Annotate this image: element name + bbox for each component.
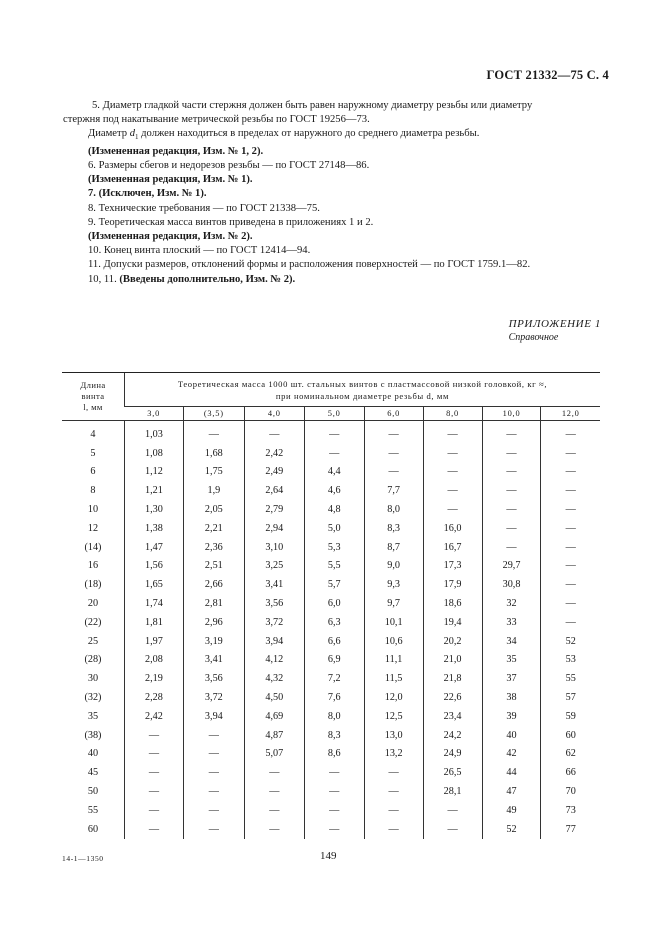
length-cell: 20 xyxy=(87,598,99,610)
mass-cell: — xyxy=(304,820,364,839)
mass-cell: — xyxy=(304,444,364,463)
mass-cell: 8,3 xyxy=(304,726,364,745)
mass-cell: 4,4 xyxy=(304,463,364,482)
mass-cell: 1,97 xyxy=(124,632,183,651)
mass-cell: 52 xyxy=(482,820,541,839)
paragraph-diameter xyxy=(88,127,604,144)
symbol-subscript: 1 xyxy=(135,133,139,142)
mass-cell: — xyxy=(364,444,423,463)
mass-cell: 53 xyxy=(541,651,600,670)
mass-cell: — xyxy=(183,763,244,782)
table-row xyxy=(62,726,600,745)
document-header: ГОСТ 21332—75 С. 4 xyxy=(486,68,609,82)
mass-cell: 1,68 xyxy=(183,444,244,463)
mass-cell: — xyxy=(423,500,482,519)
mass-cell: 3,10 xyxy=(244,538,304,557)
length-column-header xyxy=(62,373,124,421)
mass-cell: 1,08 xyxy=(124,444,183,463)
length-cell: 60 xyxy=(87,823,99,835)
mass-cell: 21,0 xyxy=(423,651,482,670)
mass-cell: 12,5 xyxy=(364,707,423,726)
mass-cell: — xyxy=(482,463,541,482)
mass-cell: 2,96 xyxy=(183,613,244,632)
mass-cell: 28,1 xyxy=(423,782,482,801)
text-fragment: 10, 11. xyxy=(88,273,120,285)
paragraph-7: 7. (Исключен, Изм. № 1). xyxy=(88,188,207,200)
table-row xyxy=(62,500,600,519)
length-cell: 50 xyxy=(87,786,99,798)
mass-cell: 8,6 xyxy=(304,745,364,764)
mass-cell: — xyxy=(541,594,600,613)
amendment-note: (Введены дополнительно, Изм. № 2). xyxy=(119,273,296,285)
mass-cell: 77 xyxy=(541,820,600,839)
paragraph-11: 11. Допуски размеров, отклонений формы и расположения поверхностей — по ГОСТ 1759.1—82. xyxy=(88,259,531,271)
mass-cell: 1,47 xyxy=(124,538,183,557)
mass-cell: 23,4 xyxy=(423,707,482,726)
mass-cell: 7,6 xyxy=(304,688,364,707)
text-fragment: Диаметр xyxy=(88,128,130,140)
table-row xyxy=(62,575,600,594)
mass-cell: 2,94 xyxy=(244,519,304,538)
mass-cell: 55 xyxy=(541,669,600,688)
print-code: 14-1—1350 xyxy=(62,854,104,863)
diameter-header: 3,0 xyxy=(124,407,183,421)
mass-cell: 1,38 xyxy=(124,519,183,538)
mass-cell: 5,7 xyxy=(304,575,364,594)
diameter-header-row xyxy=(62,407,600,421)
amendment-note: (Измененная редакция, Изм. № 1, 2). xyxy=(88,145,264,157)
mass-cell: 1,74 xyxy=(124,594,183,613)
mass-cell: 2,42 xyxy=(244,444,304,463)
mass-cell: 13,2 xyxy=(364,745,423,764)
mass-cell: — xyxy=(364,763,423,782)
mass-cell: 17,3 xyxy=(423,557,482,576)
mass-cell: — xyxy=(244,782,304,801)
table-row xyxy=(62,444,600,463)
length-cell: 5 xyxy=(90,447,96,459)
mass-cell: 52 xyxy=(541,632,600,651)
mass-cell: 2,51 xyxy=(183,557,244,576)
mass-cell: 4,69 xyxy=(244,707,304,726)
text-fragment: должен находиться в пределах от наружного до среднего диаметра резьбы. xyxy=(138,128,480,140)
mass-cell: 26,5 xyxy=(423,763,482,782)
length-cell: 6 xyxy=(90,466,96,478)
mass-cell: 5,07 xyxy=(244,745,304,764)
table-row xyxy=(62,763,600,782)
table-row xyxy=(62,688,600,707)
mass-cell: — xyxy=(541,613,600,632)
mass-cell: 59 xyxy=(541,707,600,726)
length-cell: 35 xyxy=(87,710,99,722)
mass-cell: 2,21 xyxy=(183,519,244,538)
mass-cell: — xyxy=(541,538,600,557)
mass-cell: — xyxy=(423,820,482,839)
mass-cell: 33 xyxy=(482,613,541,632)
header-line: l, мм xyxy=(83,402,103,412)
mass-cell: 8,7 xyxy=(364,538,423,557)
mass-cell: 24,2 xyxy=(423,726,482,745)
mass-cell: 5,3 xyxy=(304,538,364,557)
length-cell: 45 xyxy=(87,767,99,779)
length-cell: 16 xyxy=(87,560,99,572)
mass-cell: 4,8 xyxy=(304,500,364,519)
mass-cell: 2,28 xyxy=(124,688,183,707)
mass-cell: — xyxy=(541,463,600,482)
mass-cell: 1,30 xyxy=(124,500,183,519)
mass-cell: — xyxy=(423,481,482,500)
mass-cell: 21,8 xyxy=(423,669,482,688)
mass-cell: — xyxy=(541,519,600,538)
diameter-header: 12,0 xyxy=(541,407,600,421)
paragraph-6: 6. Размеры сбегов и недорезов резьбы — по ГОСТ 27148—86. xyxy=(88,159,370,171)
mass-cell: 7,2 xyxy=(304,669,364,688)
mass-cell: 1,81 xyxy=(124,613,183,632)
mass-cell: 1,65 xyxy=(124,575,183,594)
table-row xyxy=(62,613,600,632)
mass-column-header xyxy=(124,373,600,407)
mass-cell: 8,0 xyxy=(304,707,364,726)
mass-cell: 1,21 xyxy=(124,481,183,500)
paragraph-5-line1: 5. Диаметр гладкой части стержня должен быть равен наружному диаметру резьбы или диаметру xyxy=(92,100,533,111)
mass-cell: — xyxy=(183,745,244,764)
mass-cell: — xyxy=(244,763,304,782)
paragraph-10-11 xyxy=(88,273,604,287)
header-line: Теоретическая масса 1000 шт. стальных винтов с пластмассовой низкой головкой, кг ≈, xyxy=(177,378,548,389)
mass-cell: 38 xyxy=(482,688,541,707)
mass-cell: 29,7 xyxy=(482,557,541,576)
mass-cell: 3,19 xyxy=(183,632,244,651)
mass-cell: — xyxy=(183,782,244,801)
mass-cell: 19,4 xyxy=(423,613,482,632)
length-cell: (38) xyxy=(84,729,102,741)
mass-cell: — xyxy=(124,763,183,782)
table-row xyxy=(62,557,600,576)
mass-cell: 10,1 xyxy=(364,613,423,632)
table-row xyxy=(62,782,600,801)
mass-cell: 12,0 xyxy=(364,688,423,707)
mass-cell: 40 xyxy=(482,726,541,745)
mass-cell: 2,66 xyxy=(183,575,244,594)
mass-cell: 11,1 xyxy=(364,651,423,670)
mass-cell: 1,03 xyxy=(124,421,183,444)
mass-cell: 60 xyxy=(541,726,600,745)
mass-cell: 3,25 xyxy=(244,557,304,576)
mass-cell: 2,36 xyxy=(183,538,244,557)
mass-cell: — xyxy=(124,782,183,801)
mass-cell: 34 xyxy=(482,632,541,651)
mass-cell: — xyxy=(482,481,541,500)
mass-cell: 66 xyxy=(541,763,600,782)
mass-cell: 3,94 xyxy=(183,707,244,726)
mass-cell: 24,9 xyxy=(423,745,482,764)
mass-cell: 8,0 xyxy=(364,500,423,519)
table-row xyxy=(62,651,600,670)
mass-cell: — xyxy=(124,726,183,745)
mass-cell: 37 xyxy=(482,669,541,688)
mass-cell: — xyxy=(124,820,183,839)
table-row xyxy=(62,538,600,557)
page-number: 149 xyxy=(320,850,337,862)
table-row xyxy=(62,801,600,820)
mass-cell: 6,9 xyxy=(304,651,364,670)
mass-cell: — xyxy=(244,421,304,444)
amendment-note: (Измененная редакция, Изм. № 1). xyxy=(88,174,253,186)
appendix-subtitle: Справочное xyxy=(508,332,559,343)
length-cell: (32) xyxy=(84,692,102,704)
table-row xyxy=(62,594,600,613)
header-line: винта xyxy=(81,391,105,401)
length-cell: 40 xyxy=(87,748,99,760)
header-line: при номинальном диаметре резьбы d, мм xyxy=(275,390,450,401)
paragraph-8: 8. Технические требования — по ГОСТ 21338—75. xyxy=(88,202,320,214)
paragraph-9: 9. Теоретическая масса винтов приведена в приложениях 1 и 2. xyxy=(88,216,374,228)
mass-cell: — xyxy=(541,500,600,519)
length-cell: (22) xyxy=(84,616,102,628)
mass-cell: — xyxy=(364,421,423,444)
mass-cell: 17,9 xyxy=(423,575,482,594)
mass-cell: — xyxy=(482,444,541,463)
mass-cell: — xyxy=(364,820,423,839)
mass-cell: 32 xyxy=(482,594,541,613)
mass-cell: 57 xyxy=(541,688,600,707)
length-cell: (14) xyxy=(84,541,102,553)
header-line: Длина xyxy=(80,380,106,390)
mass-cell: 2,79 xyxy=(244,500,304,519)
amendment-note: (Измененная редакция, Изм. № 2). xyxy=(88,230,253,242)
mass-cell: — xyxy=(482,538,541,557)
length-cell: 4 xyxy=(90,428,96,440)
mass-cell: — xyxy=(423,801,482,820)
paragraph-10: 10. Конец винта плоский — по ГОСТ 12414—94. xyxy=(88,245,311,257)
mass-cell: — xyxy=(541,421,600,444)
mass-cell: — xyxy=(482,519,541,538)
table-row xyxy=(62,820,600,839)
mass-cell: — xyxy=(364,801,423,820)
mass-cell: 2,42 xyxy=(124,707,183,726)
mass-cell: 62 xyxy=(541,745,600,764)
diameter-header: (3,5) xyxy=(183,407,244,421)
mass-cell: 3,56 xyxy=(244,594,304,613)
mass-cell: — xyxy=(482,500,541,519)
table-row xyxy=(62,745,600,764)
mass-cell: — xyxy=(183,801,244,820)
mass-cell: 7,7 xyxy=(364,481,423,500)
mass-cell: 35 xyxy=(482,651,541,670)
mass-cell: 4,6 xyxy=(304,481,364,500)
mass-cell: — xyxy=(364,463,423,482)
length-cell: (28) xyxy=(84,654,102,666)
mass-cell: 4,32 xyxy=(244,669,304,688)
diameter-header: 8,0 xyxy=(423,407,482,421)
mass-cell: 1,75 xyxy=(183,463,244,482)
mass-cell: 6,0 xyxy=(304,594,364,613)
diameter-header: 4,0 xyxy=(244,407,304,421)
mass-table xyxy=(62,372,600,839)
mass-cell: — xyxy=(304,801,364,820)
length-cell: 55 xyxy=(87,804,99,816)
mass-cell: — xyxy=(304,421,364,444)
mass-cell: — xyxy=(304,763,364,782)
table-row xyxy=(62,519,600,538)
mass-cell: 16,7 xyxy=(423,538,482,557)
mass-cell: 47 xyxy=(482,782,541,801)
mass-cell: 13,0 xyxy=(364,726,423,745)
mass-cell: 3,72 xyxy=(183,688,244,707)
appendix-heading xyxy=(509,318,601,344)
mass-cell: 1,56 xyxy=(124,557,183,576)
mass-cell: 3,72 xyxy=(244,613,304,632)
table-row xyxy=(62,707,600,726)
mass-cell: — xyxy=(541,481,600,500)
appendix-title: ПРИЛОЖЕНИЕ 1 xyxy=(508,318,601,330)
mass-cell: 73 xyxy=(541,801,600,820)
mass-cell: 11,5 xyxy=(364,669,423,688)
diameter-header: 6,0 xyxy=(364,407,423,421)
length-cell: 30 xyxy=(87,673,99,685)
mass-cell: 70 xyxy=(541,782,600,801)
mass-cell: 5,0 xyxy=(304,519,364,538)
table-body xyxy=(62,421,600,839)
mass-cell: — xyxy=(423,421,482,444)
mass-cell: 1,12 xyxy=(124,463,183,482)
mass-cell: 30,8 xyxy=(482,575,541,594)
mass-cell: 16,0 xyxy=(423,519,482,538)
mass-cell: 5,5 xyxy=(304,557,364,576)
table-row xyxy=(62,463,600,482)
mass-cell: 39 xyxy=(482,707,541,726)
mass-cell: 10,6 xyxy=(364,632,423,651)
mass-cell: — xyxy=(183,726,244,745)
mass-cell: 1,9 xyxy=(183,481,244,500)
mass-cell: — xyxy=(364,782,423,801)
mass-cell: — xyxy=(124,801,183,820)
mass-cell: 42 xyxy=(482,745,541,764)
mass-cell: 2,08 xyxy=(124,651,183,670)
mass-cell: 18,6 xyxy=(423,594,482,613)
diameter-header: 10,0 xyxy=(482,407,541,421)
mass-cell: — xyxy=(183,820,244,839)
mass-cell: 2,05 xyxy=(183,500,244,519)
mass-cell: — xyxy=(541,444,600,463)
mass-cell: 3,41 xyxy=(244,575,304,594)
mass-cell: 9,3 xyxy=(364,575,423,594)
table-row xyxy=(62,669,600,688)
mass-cell: 9,0 xyxy=(364,557,423,576)
mass-cell: 22,6 xyxy=(423,688,482,707)
body-text xyxy=(63,99,604,287)
mass-cell: — xyxy=(423,444,482,463)
length-cell: 25 xyxy=(87,635,99,647)
mass-cell: 2,81 xyxy=(183,594,244,613)
mass-cell: — xyxy=(244,801,304,820)
mass-cell: 6,3 xyxy=(304,613,364,632)
mass-cell: — xyxy=(183,421,244,444)
table-row xyxy=(62,421,600,444)
table-row xyxy=(62,632,600,651)
mass-cell: 3,56 xyxy=(183,669,244,688)
mass-cell: 4,12 xyxy=(244,651,304,670)
mass-cell: 9,7 xyxy=(364,594,423,613)
mass-cell: — xyxy=(423,463,482,482)
symbol-d: d xyxy=(129,128,136,140)
mass-cell: 8,3 xyxy=(364,519,423,538)
mass-cell: — xyxy=(244,820,304,839)
mass-cell: — xyxy=(304,782,364,801)
mass-cell: — xyxy=(482,421,541,444)
mass-cell: 44 xyxy=(482,763,541,782)
mass-cell: 4,87 xyxy=(244,726,304,745)
mass-cell: 2,64 xyxy=(244,481,304,500)
length-cell: 12 xyxy=(87,522,99,534)
table-row xyxy=(62,481,600,500)
length-cell: 10 xyxy=(87,504,99,516)
mass-cell: — xyxy=(124,745,183,764)
length-cell: (18) xyxy=(84,579,102,591)
mass-cell: 3,94 xyxy=(244,632,304,651)
mass-cell: 49 xyxy=(482,801,541,820)
length-cell: 8 xyxy=(90,485,96,497)
mass-cell: 4,50 xyxy=(244,688,304,707)
mass-cell: 2,49 xyxy=(244,463,304,482)
diameter-header: 5,0 xyxy=(304,407,364,421)
mass-cell: 6,6 xyxy=(304,632,364,651)
mass-cell: — xyxy=(541,557,600,576)
mass-cell: 20,2 xyxy=(423,632,482,651)
mass-cell: 3,41 xyxy=(183,651,244,670)
paragraph-5-line2: стержня под накатывание метрической резьбы по ГОСТ 19256—73. xyxy=(63,114,370,126)
mass-cell: 2,19 xyxy=(124,669,183,688)
mass-cell: — xyxy=(541,575,600,594)
